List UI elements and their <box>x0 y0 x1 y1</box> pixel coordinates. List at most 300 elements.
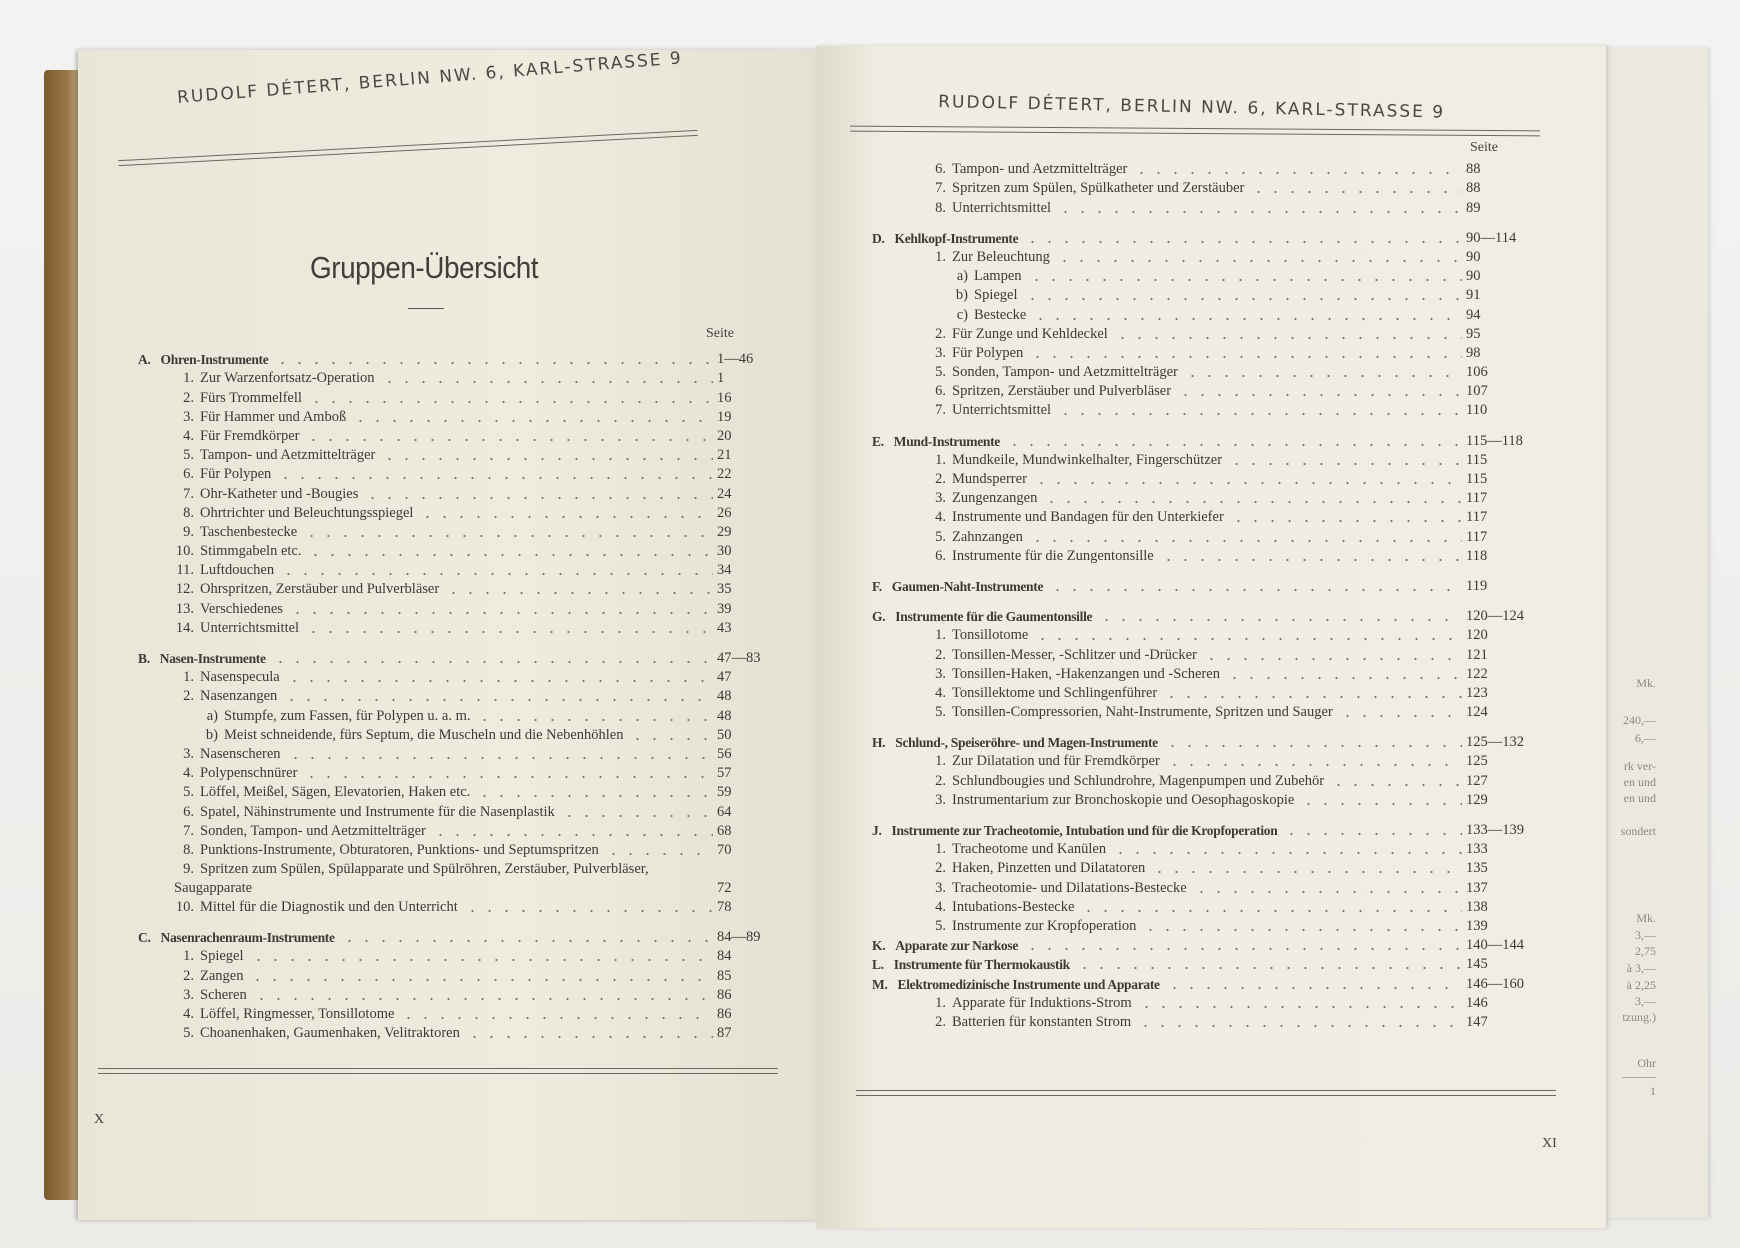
item-text: Ohrtrichter und Beleuchtungsspiegel <box>200 504 414 521</box>
item-number: 3. <box>935 665 946 682</box>
item-text: Löffel, Meißel, Sägen, Elevatorien, Haken etc. <box>200 784 471 801</box>
section-letter: G. <box>872 609 886 625</box>
page-number: XI <box>1542 1136 1557 1151</box>
item-text: Nasenscheren <box>200 745 281 762</box>
item-pages: 88 <box>1466 161 1481 178</box>
section-pages: 90—114 <box>1466 229 1517 246</box>
next-page-text: 3,— <box>1635 994 1656 1008</box>
item-label <box>174 803 561 822</box>
dot-leader <box>274 361 713 365</box>
item-pages: 68 <box>717 822 732 839</box>
header-rule <box>850 126 1540 137</box>
dot-leader <box>561 814 713 818</box>
item-number: 4. <box>935 898 946 915</box>
toc-item[interactable] <box>138 599 763 618</box>
section-title <box>872 936 1024 955</box>
section-spacer <box>872 218 1532 229</box>
toc-item[interactable] <box>138 802 763 821</box>
toc-item[interactable] <box>872 508 1532 527</box>
item-text: Spritzen zum Spülen, Spülkatheter und Zerstäuber <box>952 180 1245 197</box>
toc-item[interactable] <box>872 994 1532 1013</box>
toc-item[interactable] <box>138 947 763 966</box>
item-pages: 20 <box>717 427 732 444</box>
toc-item[interactable] <box>872 470 1532 489</box>
next-page-text: en und <box>1623 791 1656 805</box>
dot-leader <box>250 958 714 962</box>
dot-leader <box>352 419 713 423</box>
toc-item[interactable] <box>138 1024 763 1043</box>
section-pages: 120—124 <box>1466 608 1524 625</box>
item-text: Schlundbougies und Schlundrohre, Magenpumpen und Zubehör <box>952 772 1325 789</box>
item-number: 4. <box>935 509 946 526</box>
toc-item[interactable] <box>872 286 1532 305</box>
toc-item[interactable] <box>872 645 1532 664</box>
page-header: RUDOLF DÉTERT, BERLIN NW. 6, KARL-STRASSE 9 <box>176 48 684 108</box>
item-text: Stimmgabeln etc. <box>200 543 302 560</box>
item-label <box>926 772 1330 791</box>
dot-leader <box>1043 500 1462 504</box>
item-number: a) <box>956 268 968 285</box>
item-pages: 56 <box>717 745 732 762</box>
item-text: Unterrichtsmittel <box>952 199 1052 216</box>
item-number: 2. <box>935 860 946 877</box>
next-page-text: Mk. <box>1636 911 1656 925</box>
toc-item[interactable] <box>138 706 763 725</box>
item-number: 1. <box>935 627 946 644</box>
item-text: Instrumentarium zur Bronchoskopie und Oesophagoskopie <box>952 791 1295 808</box>
table-of-contents-right <box>872 160 1532 1032</box>
item-pages: 127 <box>1466 772 1488 789</box>
item-number: 14. <box>175 619 194 636</box>
dot-leader <box>253 997 713 1001</box>
item-pages: 22 <box>717 466 732 483</box>
dot-leader <box>303 534 713 538</box>
item-pages: 107 <box>1466 383 1488 400</box>
toc-item[interactable] <box>872 703 1532 722</box>
section-title <box>872 577 1049 596</box>
toc-item[interactable] <box>138 726 763 745</box>
toc-section-heading[interactable] <box>872 431 1532 450</box>
item-text: Lampen <box>974 268 1022 285</box>
item-label <box>174 600 289 619</box>
item-pages: 88 <box>1466 180 1481 197</box>
item-label <box>948 306 1032 325</box>
section-title <box>138 649 272 668</box>
item-text: Für Polypen <box>200 466 272 483</box>
item-number: 5. <box>183 447 194 464</box>
item-pages: 21 <box>717 447 732 464</box>
seite-label: Seite <box>1470 140 1498 155</box>
toc-item[interactable] <box>138 484 763 503</box>
toc-item[interactable] <box>872 752 1532 771</box>
item-number: 6. <box>935 161 946 178</box>
item-label <box>174 504 419 523</box>
toc-item[interactable] <box>872 325 1532 344</box>
section-pages: 1—46 <box>717 351 754 368</box>
item-label <box>174 542 307 561</box>
item-pages: 147 <box>1466 1013 1488 1030</box>
toc-item[interactable] <box>872 451 1532 470</box>
toc-item[interactable] <box>138 822 763 841</box>
dot-leader <box>1142 928 1462 932</box>
dot-leader <box>1339 714 1462 718</box>
toc-item[interactable] <box>138 504 763 523</box>
item-number: c) <box>956 306 968 323</box>
item-number: 6. <box>935 547 946 564</box>
dot-leader <box>272 660 713 664</box>
dot-leader <box>1057 412 1462 416</box>
toc-item[interactable] <box>138 745 763 764</box>
item-number: 2. <box>935 471 946 487</box>
item-pages: 34 <box>717 562 732 579</box>
item-pages: 24 <box>717 485 732 502</box>
toc-item[interactable] <box>138 465 763 484</box>
item-label <box>174 446 381 465</box>
toc-item[interactable] <box>138 427 763 446</box>
item-label <box>948 267 1028 286</box>
item-number: 2. <box>183 967 194 984</box>
section-pages: 84—89 <box>717 929 761 946</box>
section-pages: 125—132 <box>1466 734 1524 751</box>
item-number: 11. <box>176 562 194 579</box>
item-pages: 90 <box>1466 248 1481 265</box>
item-pages: 122 <box>1466 665 1488 682</box>
item-number: 2. <box>183 688 194 705</box>
toc-item[interactable] <box>872 382 1532 401</box>
item-pages: 139 <box>1466 917 1488 934</box>
item-text: Spiegel <box>200 948 244 965</box>
dot-leader <box>1184 374 1462 378</box>
item-label <box>926 382 1177 401</box>
item-text: Zur Warzenfortsatz-Operation <box>200 370 375 387</box>
item-number: 5. <box>935 528 946 545</box>
dot-leader <box>1166 986 1462 990</box>
toc-item[interactable] <box>872 344 1532 363</box>
toc-item[interactable] <box>138 580 763 599</box>
item-text: Spritzen zum Spülen, Spülapparate und Spülröhren, Zerstäuber, Pulverbläser, Saugapparate <box>174 860 649 896</box>
item-pages: 95 <box>1466 325 1481 342</box>
item-pages: 85 <box>717 967 732 984</box>
item-number: 4. <box>183 1006 194 1022</box>
toc-section-heading[interactable] <box>872 607 1532 626</box>
toc-item[interactable] <box>872 160 1532 179</box>
item-number: 3. <box>183 408 194 425</box>
toc-item[interactable] <box>872 248 1532 267</box>
item-label <box>926 325 1114 344</box>
toc-item[interactable] <box>138 986 763 1005</box>
section-letter: B. <box>138 651 150 666</box>
item-pages: 26 <box>717 504 732 521</box>
item-text: Mundkeile, Mundwinkelhalter, Fingerschützer <box>952 451 1223 468</box>
item-number: 7. <box>935 402 946 419</box>
item-text: Spritzen, Zerstäuber und Pulverbläser <box>952 383 1172 400</box>
item-number: 2. <box>935 772 946 789</box>
next-page-text: rk ver- <box>1623 759 1656 773</box>
toc-item[interactable] <box>872 878 1532 897</box>
item-label <box>926 489 1043 508</box>
item-text: Fürs Trommelfell <box>200 389 302 406</box>
item-label <box>174 967 249 986</box>
item-label <box>926 248 1056 267</box>
item-label <box>926 626 1034 645</box>
item-number: 10. <box>175 899 194 916</box>
toc-item[interactable] <box>872 771 1532 790</box>
toc-item[interactable] <box>138 898 763 917</box>
toc-item[interactable] <box>138 687 763 706</box>
toc-item[interactable] <box>138 542 763 561</box>
item-label <box>926 703 1339 722</box>
toc-item[interactable] <box>138 369 763 388</box>
dot-leader <box>1230 519 1462 523</box>
dot-leader <box>1024 240 1462 244</box>
item-number: 9. <box>183 523 194 540</box>
item-number: 7. <box>935 180 946 197</box>
item-number: 4. <box>183 427 194 444</box>
section-title-text: Nasenrachenraum-Instrumente <box>160 930 335 946</box>
item-pages: 125 <box>1466 753 1488 770</box>
item-number: 2. <box>183 389 194 406</box>
toc-item[interactable] <box>872 547 1532 566</box>
toc-item[interactable] <box>872 527 1532 546</box>
item-label <box>926 917 1142 936</box>
toc-section-heading[interactable] <box>138 649 763 668</box>
dot-leader <box>605 852 713 856</box>
toc-item[interactable] <box>872 305 1532 324</box>
dot-leader <box>466 1035 713 1039</box>
toc-item[interactable] <box>138 1005 763 1024</box>
item-text: Scheren <box>200 986 247 1003</box>
item-text: Sonden, Tampon- und Aetzmittelträger <box>952 364 1178 381</box>
item-number: 6. <box>935 383 946 400</box>
item-label <box>174 619 305 638</box>
dot-leader <box>1049 588 1462 592</box>
item-text: Instrumente und Bandagen für den Unterkiefer <box>952 509 1224 526</box>
toc-item[interactable] <box>138 619 763 638</box>
item-label <box>174 465 277 484</box>
toc-item[interactable] <box>138 561 763 580</box>
dot-leader <box>1033 481 1462 485</box>
toc-section-heading[interactable] <box>138 350 763 369</box>
dot-leader <box>1164 744 1462 748</box>
section-title-text: Instrumente zur Tracheotomie, Intubation und für die Kropfoperation <box>891 823 1278 838</box>
item-label <box>174 745 287 764</box>
toc-item[interactable] <box>872 665 1532 684</box>
toc-item[interactable] <box>872 267 1532 286</box>
item-number: 12. <box>175 581 194 598</box>
item-pages: 118 <box>1466 547 1488 564</box>
toc-item[interactable] <box>138 668 763 687</box>
item-label <box>926 665 1226 684</box>
item-pages: 57 <box>717 765 732 782</box>
item-label <box>174 668 286 687</box>
item-text: Intubations-Bestecke <box>952 898 1075 915</box>
section-title-text: Ohren-Instrumente <box>160 352 269 368</box>
toc-section-heading[interactable] <box>872 733 1532 752</box>
toc-item[interactable] <box>138 966 763 985</box>
toc-item[interactable] <box>872 859 1532 878</box>
item-number: 9. <box>183 860 194 877</box>
toc-item[interactable] <box>138 841 763 860</box>
dot-leader <box>289 611 713 615</box>
item-pages: 84 <box>717 948 732 965</box>
item-pages: 39 <box>717 600 732 617</box>
toc-item[interactable] <box>138 523 763 542</box>
item-number: 1. <box>183 669 194 686</box>
item-number: 5. <box>935 364 946 381</box>
item-number: 5. <box>935 917 946 934</box>
item-label <box>926 547 1160 566</box>
next-page-text: à 3,— <box>1626 961 1656 975</box>
item-number: 3. <box>183 745 194 762</box>
dot-leader <box>1080 909 1462 913</box>
item-text: Spatel, Nähinstrumente und Instrumente für die Nasenplastik <box>200 803 555 820</box>
item-pages: 35 <box>717 581 732 598</box>
dot-leader <box>629 737 713 741</box>
item-pages: 16 <box>717 389 732 406</box>
dot-leader <box>1137 1024 1462 1028</box>
dot-leader <box>1166 763 1462 767</box>
section-title <box>138 350 274 369</box>
item-number: b) <box>205 726 218 743</box>
dot-leader <box>1112 851 1462 855</box>
item-pages: 78 <box>717 899 732 916</box>
item-number: 1. <box>935 841 946 858</box>
section-title-text: Apparate zur Narkose <box>895 938 1019 954</box>
section-title-text: Gaumen-Naht-Instrumente <box>891 578 1044 594</box>
dot-leader <box>1300 802 1462 806</box>
dot-leader <box>1057 210 1462 214</box>
dot-leader <box>1056 259 1462 263</box>
next-page-text: tzung.) <box>1622 1010 1656 1024</box>
item-pages: 146 <box>1466 994 1488 1011</box>
dot-leader <box>1024 947 1462 951</box>
toc-item[interactable] <box>138 783 763 802</box>
toc-item[interactable] <box>872 179 1532 198</box>
dot-leader <box>1076 966 1462 970</box>
page-header: RUDOLF DÉTERT, BERLIN NW. 6, KARL-STRASSE 9 <box>938 92 1446 123</box>
dot-leader <box>1250 190 1462 194</box>
item-text: Zangen <box>200 967 244 984</box>
next-page-text: 1 <box>1650 1084 1656 1098</box>
item-label <box>174 841 605 860</box>
item-pages: 129 <box>1466 791 1488 808</box>
section-title <box>872 975 1166 994</box>
toc-item[interactable] <box>872 840 1532 859</box>
item-number: 4. <box>935 684 946 701</box>
toc-item[interactable] <box>872 198 1532 217</box>
item-pages: 86 <box>717 1006 732 1022</box>
item-number: 1. <box>935 994 946 1011</box>
item-pages: 115 <box>1466 451 1488 468</box>
item-number: 6. <box>183 466 194 483</box>
item-label <box>926 451 1228 470</box>
toc-item[interactable] <box>138 408 763 427</box>
toc-item[interactable] <box>872 898 1532 917</box>
dot-leader <box>1032 317 1462 321</box>
dot-leader <box>1203 657 1462 661</box>
section-pages: 115—118 <box>1466 432 1523 449</box>
header-rule <box>118 130 698 166</box>
section-letter: L. <box>872 957 884 973</box>
dot-leader <box>1034 637 1462 641</box>
section-title <box>138 928 341 947</box>
item-text: Tonsillektome und Schlingenführer <box>952 684 1158 701</box>
dot-leader <box>464 909 713 913</box>
toc-section-heading[interactable] <box>138 928 763 947</box>
item-pages: 98 <box>1466 344 1481 361</box>
toc-item[interactable] <box>872 917 1532 936</box>
dot-leader <box>283 698 713 702</box>
item-text: Sonden, Tampon- und Aetzmittelträger <box>200 822 426 839</box>
toc-item[interactable] <box>872 1013 1532 1032</box>
dot-leader <box>381 380 714 384</box>
item-pages: 19 <box>717 408 732 425</box>
toc-section-heading[interactable] <box>872 821 1532 840</box>
dot-leader <box>1006 443 1462 447</box>
next-page-text: 3,— <box>1635 928 1656 942</box>
toc-item[interactable] <box>872 684 1532 703</box>
item-text: Unterrichtsmittel <box>200 619 300 636</box>
item-text: Spiegel <box>974 287 1018 304</box>
toc-item[interactable] <box>138 860 763 898</box>
item-pages: 110 <box>1466 402 1488 419</box>
item-text: Verschiedenes <box>200 600 283 617</box>
toc-section-heading[interactable] <box>872 974 1532 993</box>
item-label <box>174 523 303 542</box>
toc-item[interactable] <box>872 626 1532 645</box>
item-text: Tampon- und Aetzmittelträger <box>952 161 1128 178</box>
item-pages: 30 <box>717 543 732 560</box>
item-text: Ohrspritzen, Zerstäuber und Pulverbläser <box>200 581 440 598</box>
item-number: 3. <box>935 791 946 808</box>
dot-leader <box>364 496 713 500</box>
item-pages: 124 <box>1466 704 1488 721</box>
dot-leader <box>307 553 713 557</box>
toc-item[interactable] <box>872 791 1532 810</box>
toc-item[interactable] <box>872 401 1532 420</box>
item-text: Mundsperrer <box>952 471 1027 487</box>
section-title <box>872 955 1076 974</box>
toc-item[interactable] <box>138 446 763 465</box>
toc-item[interactable] <box>872 489 1532 508</box>
toc-section-heading[interactable] <box>872 936 1532 955</box>
section-title-text: Instrumente für Thermokaustik <box>893 957 1070 973</box>
item-number: 2. <box>935 646 946 663</box>
toc-section-heading[interactable] <box>872 229 1532 248</box>
item-number: 8. <box>183 504 194 521</box>
toc-item[interactable] <box>138 388 763 407</box>
item-label <box>174 860 713 898</box>
item-label <box>926 470 1033 489</box>
item-label <box>174 1024 466 1043</box>
item-number: b) <box>955 287 968 304</box>
item-label <box>174 427 305 446</box>
toc-section-heading[interactable] <box>872 577 1532 596</box>
section-pages: 119 <box>1466 577 1488 594</box>
toc-item[interactable] <box>138 764 763 783</box>
section-pages: 133—139 <box>1466 822 1524 838</box>
item-number: 6. <box>183 803 194 820</box>
toc-item[interactable] <box>872 363 1532 382</box>
item-pages: 64 <box>717 803 732 820</box>
dot-leader <box>476 794 713 798</box>
toc-section-heading[interactable] <box>872 955 1532 974</box>
dot-leader <box>341 939 713 943</box>
dot-leader <box>476 718 713 722</box>
item-pages: 133 <box>1466 841 1488 858</box>
next-page-text: Mk. <box>1636 676 1656 690</box>
item-pages: 29 <box>717 523 732 540</box>
